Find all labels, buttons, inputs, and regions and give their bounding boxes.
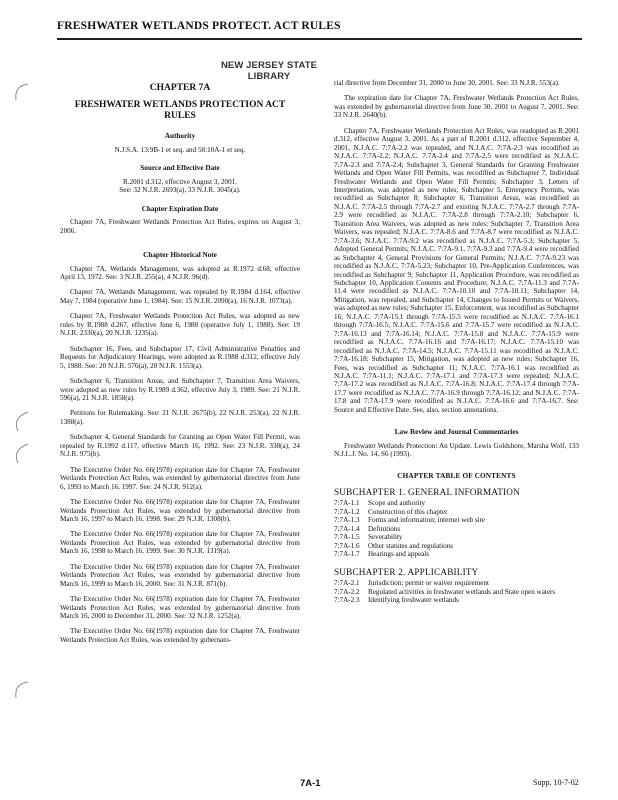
history-paragraph: Subchapter 4, General Standards for Granting an Open Water Fill Permit, was repealed by R.1992 d.117, effective March 16, 1992. See: 23 N.J.R. 338(a), 24 N.J.R. 975(b).	[60, 433, 300, 459]
section-title: Severability	[368, 533, 403, 542]
section-number: 7:7A-1.2	[334, 507, 360, 516]
hole-punch-mark	[6, 410, 30, 432]
history-paragraph: Chapter 7A, Wetlands Management, was repealed by R.1984 d.164, effective May 7, 1984 (operative June 1, 1984). See: 15 N.J.R. 2090(a), 16 N.J.R. 1073(a).	[60, 288, 300, 305]
section-title: Scope and authority	[368, 499, 426, 508]
history-paragraph: The Executive Order No. 66(1978) expiration date for Chapter 7A, Freshwater Wetlands Protection Act Rules, was extended by gubernatorial directive from March 16, 1998 to March 16, 1999. See: 30 N.J.R. 1319(a).	[60, 530, 300, 556]
toc-row	[334, 499, 579, 507]
history-heading: Chapter Historical Note	[143, 251, 217, 260]
supplement-date: Supp. 10-7-02	[533, 778, 579, 787]
section-number: 7:7A-1.3	[334, 516, 360, 525]
source-line: R.2001 d.312, effective August 3, 2001.	[122, 177, 238, 186]
history-paragraph: The Executive Order No. 66(1978) expiration date for Chapter 7A, Freshwater Wetlands Protection Act Rules, was extended by gubernato-	[60, 627, 300, 644]
law-review-text: Freshwater Wetlands Protection: An Update. Lewis Goldshore, Marsha Wolf, 133 N.J.L.J. No. 14, S6 (1993).	[334, 441, 579, 459]
history-paragraph: Subchapter 16, Fees, and Subchapter 17, Civil Administrative Penalties and Requests for Adjudicatory Hearings, were adopted as R.1988 d.312, effective July 5, 1988. See: 20 N.J.R. 576(a), 20 N.J.R. 1553(a).	[60, 344, 300, 370]
source-heading: Source and Effective Date	[140, 164, 220, 173]
chapter-number: CHAPTER 7A	[149, 83, 211, 93]
toc-row	[334, 588, 579, 596]
subchapter-2-title: SUBCHAPTER 2. APPLICABILITY	[334, 566, 479, 577]
authority-text: N.J.S.A. 13:9B-1 et seq. and 58:10A-1 et seq.	[114, 145, 246, 154]
history-paragraph: Chapter 7A, Freshwater Wetlands Protection Act Rules, was readopted as R.2001 d.312, effective August 3, 2001. As a part of R.2001 d.312, effective September 4, 2001, N.J.A.C. 7:7A-2.2 was repealed, and N.J.A.C. 7:7A-2.3 was recodified as N.J.A.C. 7:7A-2.2; N.J.A.C. 7:7A-2.4 and 7:7A-2.5 were recodified as N.J.A.C. 7:7A-2.3 and 7:7A-2.4; Subchapter 3, General Standards for Granting Freshwater Wetlands and Open Water Fill Permits, was recodified as Subchapter 7, Individual Freshwater Wetlands and Open Water Fill Permits; Subchapter 3, Letters of Interpretation, was adopted as new rules; Subchapter 5, Emergency Permits, was recodified as Subchapter 8; Subchapter 6, Transition Areas, was recodified as N.J.A.C. 7:7A-2.5 through 7:7A-2.7 and existing N.J.A.C. 7:7A-2.7 through 7:7A-2.9 were recodified as N.J.A.C. 7:7A-2.8 through 7:7A-2.10; Subchapter 6, Transition Area Waivers, was adopted as new rules; Subchapter 7, Transition Area Waivers, was repealed; N.J.A.C. 7:7A-8.6 and 7:7A-8.7 were recodified as N.J.A.C. 7:7A-3.6; N.J.A.C. 7:7A-9.2 was recodified as N.J.A.C. 7:7A-5.3; Subchapter 5, Adopted General Permits; N.J.A.C. 7:7A-9.1, 7:7A-9.3 and 7:7A-9.4 were recodified as Subchapter 4, General Provisions for General Permits; N.J.A.C. 7:7A-9.23 was recodified as N.J.A.C. 7:7A-5.23; Subchapter 10, Pre-Application Conferences, was recodified as Subchapter 9; Subchapter 11, Application Procedure, was recodified as Subchapter 10, Application Contents and Procedure; N.J.A.C. 7:7A-11.3 and 7:7A-11.4 were recodified as N.J.A.C. 7:7A-10.10 and 7:7A-10.11; Subchapter 14, Mitigation, was repealed, and Subchapter 14, Changes to Issued Permits or Waivers, was adopted as new rules; Subchapter 15, Enforcement, was recodified as Subchapter 16; N.J.A.C. 7:7A-15.1 through 7:7A-15.5 were recodified as N.J.A.C. 7:7A-16.1 through 7:7A-16.5; N.J.A.C. 7:7A-15.6 and 7:7A-15.7 were recodified as N.J.A.C. 7:7A-16.13 and 7:7A-16.14; N.J.A.C. 7:7A-15.8 and N.J.A.C. 7:7A-15.9 were recodified as N.J.A.C. 7:7A-16.16 and 7:7A-16.17; N.J.A.C. 7:7A-15.10 was recodified as N.J.A.C. 7:7A-14.5; N.J.A.C. 7:7A-15.11 was recodified as N.J.A.C. 7:7A-16.18; Subchapter 15, Mitigation, was adopted as new rules; Subchapter 16, Fees, was recodified as Subchapter 11; N.J.A.C. 7:7A-16.1 was recodified as N.J.A.C. 7:7A-11.1; N.J.A.C. 7:7A-17.1 and 7:7A-17.3 were repealed; N.J.A.C. 7:7A-17.2 was recodified as N.J.A.C. 7:7A-16.8; N.J.A.C. 7:7A-17.4 through 7:7A-17.7 were recodified as N.J.A.C. 7:7A-16.9 through 7:7A-16.12; and N.J.A.C. 7:7A-17.8 and 7:7A-17.9 were recodified as N.J.A.C. 7:7A-16.6 and 7:7A-16.7. See: Source and Effective Date. See, also, section annotations.	[334, 126, 579, 414]
section-title: Other statutes and regulations	[368, 541, 454, 550]
page-number: 7A-1	[300, 778, 321, 789]
section-title: Definitions	[368, 524, 401, 533]
library-stamp: NEW JERSEY STATE LIBRARY	[220, 60, 318, 82]
expiration-heading: Chapter Expiration Date	[141, 204, 219, 213]
toc-heading: CHAPTER TABLE OF CONTENTS	[397, 471, 516, 480]
section-title: Jurisdiction; permit or waiver requirement	[368, 579, 489, 588]
header-rule	[57, 38, 582, 40]
section-number: 7:7A-2.2	[334, 587, 360, 596]
section-number: 7:7A-2.3	[334, 596, 360, 605]
section-number: 7:7A-1.5	[334, 533, 360, 542]
history-paragraph: Chapter 7A, Freshwater Wetlands Protection Act Rules, was adopted as new rules by R.1988 d.267, effective June 6, 1988 (operative July 1, 1988). See: 19 N.J.R. 2330(a), 20 N.J.R. 1235(a).	[60, 312, 300, 338]
section-number: 7:7A-1.6	[334, 541, 360, 550]
toc-row	[334, 542, 579, 550]
section-title: Forms and information; internet web site	[368, 516, 485, 525]
toc-row	[334, 579, 579, 587]
history-paragraph: rial directive from December 31, 2000 to June 30, 2001. See: 33 N.J.R. 553(a).	[334, 79, 560, 87]
history-paragraph: Petitions for Rulemaking. See: 21 N.J.R. 2675(b), 22 N.J.R. 253(a), 22 N.J.R. 1388(a).	[60, 409, 300, 426]
section-number: 7:7A-2.1	[334, 579, 360, 588]
section-title: Hearings and appeals	[368, 550, 430, 559]
toc-row	[334, 516, 579, 524]
hole-punch-mark	[6, 442, 30, 464]
running-header: FRESHWATER WETLANDS PROTECT. ACT RULES	[57, 20, 341, 32]
toc-row	[334, 508, 579, 516]
section-title: Regulated activities in freshwater wetlands and State open waters	[368, 587, 556, 596]
toc-row	[334, 525, 579, 533]
toc-row	[334, 533, 579, 541]
history-paragraph: The Executive Order No. 66(1978) expiration date for Chapter 7A, Freshwater Wetlands Protection Act Rules, was extended by gubernatorial directive from March 16, 1999 to March 16, 2000. See: 31 N.J.R. 871(b).	[60, 562, 300, 588]
left-column	[60, 80, 300, 651]
section-title: Construction of this chapter	[368, 507, 448, 516]
history-paragraph: The expiration date for Chapter 7A, Freshwater Wetlands Protection Act Rules, was extended by gubernatorial directive from June 30, 2001 to August 7, 2001. See: 33 N.J.R. 2640(b).	[334, 94, 579, 120]
law-review-heading: Law Review and Journal Commentaries	[394, 428, 519, 437]
right-column	[334, 79, 579, 604]
history-paragraph: The Executive Order No. 66(1978) expiration date for Chapter 7A, Freshwater Wetlands Protection Act Rules, was extended by gubernatorial directive from June 6, 1993 to March 16, 1997. See: 24 N.J.R. 912(a).	[60, 465, 300, 491]
hole-punch-mark	[6, 678, 30, 700]
source-citation: See: 32 N.J.R. 2693(a), 33 N.J.R. 3045(a).	[119, 186, 241, 195]
section-title: Identifying freshwater wetlands	[368, 596, 459, 605]
authority-heading: Authority	[164, 132, 196, 141]
subchapter-1-list	[334, 499, 579, 558]
history-paragraph: The Executive Order No. 66(1978) expiration date for Chapter 7A, Freshwater Wetlands Protection Act Rules, was extended by gubernatorial directive from March 16, 1997 to March 16, 1998. See: 29 N.J.R. 1308(b).	[60, 498, 300, 523]
subchapter-2-list	[334, 579, 579, 604]
section-number: 7:7A-1.1	[334, 499, 360, 508]
expiration-text: Chapter 7A, Freshwater Wetlands Protection Act Rules, expires on August 3, 2006.	[60, 218, 300, 235]
subchapter-1-title: SUBCHAPTER 1. GENERAL INFORMATION	[334, 487, 520, 498]
history-paragraph: The Executive Order No. 66(1978) expiration date for Chapter 7A, Freshwater Wetlands Protection Act Rules, was extended by gubernatorial directive from March 16, 2000 to December 31, 2000. See: 32 N.J.R. 1252(a).	[60, 595, 300, 621]
toc-row	[334, 550, 579, 558]
toc-row	[334, 596, 579, 604]
history-paragraph: Subchapter 6, Transition Areas, and Subchapter 7, Transition Area Waivers, were adopted as new rules by R.1989 d.362, effective July 3, 1989. See: 21 N.J.R. 596(a), 21 N.J.R. 1858(a).	[60, 377, 300, 402]
chapter-title: FRESHWATER WETLANDS PROTECTION ACT RULES	[74, 100, 286, 122]
section-number: 7:7A-1.7	[334, 550, 360, 559]
section-number: 7:7A-1.4	[334, 524, 360, 533]
history-paragraph: Chapter 7A, Wetlands Management, was adopted as R.1972 d.68, effective April 13, 1972. See: 3 N.J.R. 255(a), 4 N.J.R. 96(d).	[60, 264, 300, 281]
hole-punch-mark	[6, 80, 30, 102]
